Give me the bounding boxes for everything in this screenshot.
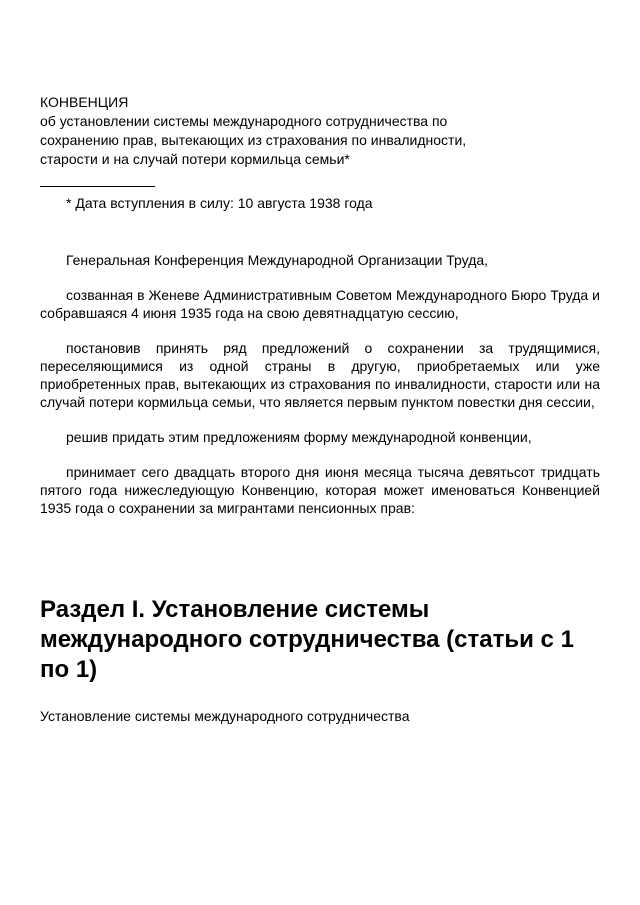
preamble-paragraph: принимает сего двадцать второго дня июня месяца тысяча девятьсот тридцать пятого года нижеследующую Конвенцию, которая может именоваться Конвенцией 1935 года о сохранении за мигрантами пенсионных прав: <box>40 464 600 516</box>
footnote-entry-into-force: * Дата вступления в силу: 10 августа 1938 года <box>66 195 373 211</box>
preamble-paragraph: созванная в Женеве Административным Советом Международного Бюро Труда и собравшаяся 4 июня 1935 года на свою девятнадцатую сессию, <box>40 287 600 321</box>
footnote-divider <box>40 186 155 187</box>
document-title: КОНВЕНЦИЯ <box>40 94 129 110</box>
section-heading: Раздел I. Установление системы международного сотрудничества (статьи с 1 по 1) <box>40 596 574 683</box>
document-subtitle: об установлении системы международного сотрудничества по сохранению прав, вытекающих из страхования по инвалидности, старости и на случай потери кормильца семьи* <box>40 113 467 167</box>
preamble-paragraph: Генеральная Конференция Международной Организации Труда, <box>66 252 489 268</box>
preamble-paragraph: решив придать этим предложениям форму международной конвенции, <box>66 429 532 445</box>
document-header <box>40 93 520 169</box>
section-subtitle: Установление системы международного сотрудничества <box>40 708 410 724</box>
preamble <box>40 251 600 517</box>
preamble-paragraph: постановив принять ряд предложений о сохранении за трудящимися, переселяющимися из одной страны в другую, приобретаемых или уже приобретенных прав, вытекающих из страхования по инвалидности, старости или на случай потери кормильца семьи, что является первым пунктом повестки дня сессии, <box>40 340 600 410</box>
